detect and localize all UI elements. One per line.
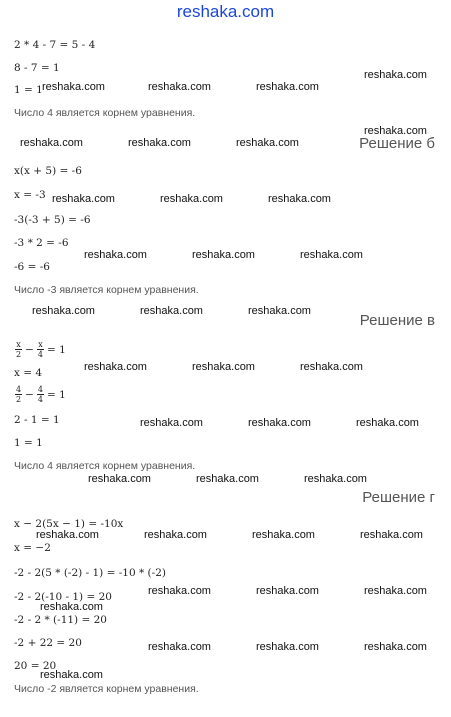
watermark: reshaka.com [148, 81, 211, 93]
site-title[interactable]: reshaka.com [176, 2, 275, 21]
watermark: reshaka.com [52, 193, 115, 205]
watermark: reshaka.com [360, 529, 423, 541]
equation-line: -2 - 2 * (-11) = 20 [14, 614, 107, 626]
equation-line: 1 = 1 [14, 84, 43, 96]
equation-line: 20 = 20 [14, 660, 57, 672]
denominator: 4 [37, 350, 43, 359]
watermark: reshaka.com [364, 585, 427, 597]
conclusion-text: Число -2 является корнем уравнения. [14, 683, 199, 695]
denominator: 4 [37, 395, 43, 404]
watermark: reshaka.com [364, 125, 427, 137]
equation-line: x = 4 [14, 367, 43, 379]
right-hand-side: = 1 [47, 388, 66, 401]
conclusion-text: Число 4 является корнем уравнения. [14, 107, 196, 119]
numerator: x [38, 340, 43, 349]
numerator: 4 [37, 385, 43, 394]
equation-line: 8 - 7 = 1 [14, 62, 60, 74]
fraction-equation [14, 340, 68, 359]
equation-line: x = −2 [14, 542, 51, 554]
equation-line: -2 - 2(-10 - 1) = 20 [14, 591, 112, 603]
watermark: reshaka.com [256, 641, 319, 653]
denominator: 2 [16, 350, 22, 359]
operator: − [25, 343, 34, 356]
equation-line: -6 = -6 [14, 261, 50, 273]
numerator: 4 [16, 385, 22, 394]
fraction [37, 385, 44, 404]
watermark: reshaka.com [32, 305, 95, 317]
fraction [15, 385, 22, 404]
fraction-equation [14, 385, 68, 404]
watermark: reshaka.com [84, 249, 147, 261]
section-heading: Решение г [362, 489, 435, 506]
watermark: reshaka.com [40, 669, 103, 681]
watermark: reshaka.com [236, 137, 299, 149]
equation-line: x − 2(5x − 1) = -10x [14, 518, 124, 530]
watermark: reshaka.com [42, 81, 105, 93]
watermark: reshaka.com [148, 585, 211, 597]
watermark: reshaka.com [256, 585, 319, 597]
operator: − [25, 388, 34, 401]
watermark: reshaka.com [192, 361, 255, 373]
watermark: reshaka.com [252, 529, 315, 541]
watermark: reshaka.com [36, 529, 99, 541]
watermark: reshaka.com [128, 137, 191, 149]
watermark: reshaka.com [88, 473, 151, 485]
equation-line: -2 + 22 = 20 [14, 637, 82, 649]
watermark: reshaka.com [300, 361, 363, 373]
equation-line: -2 - 2(5 * (-2) - 1) = -10 * (-2) [14, 567, 166, 579]
watermark: reshaka.com [40, 601, 103, 613]
fraction [15, 340, 22, 359]
watermark: reshaka.com [192, 249, 255, 261]
watermark: reshaka.com [268, 193, 331, 205]
watermark: reshaka.com [196, 473, 259, 485]
watermark: reshaka.com [364, 69, 427, 81]
watermark: reshaka.com [304, 473, 367, 485]
watermark: reshaka.com [356, 417, 419, 429]
watermark: reshaka.com [160, 193, 223, 205]
numerator: x [16, 340, 21, 349]
conclusion-text: Число 4 является корнем уравнения. [14, 460, 196, 472]
watermark: reshaka.com [300, 249, 363, 261]
section-heading: Решение в [359, 312, 435, 329]
watermark: reshaka.com [84, 361, 147, 373]
watermark: reshaka.com [248, 417, 311, 429]
conclusion-text: Число -3 является корнем уравнения. [14, 284, 199, 296]
watermark: reshaka.com [248, 305, 311, 317]
equation-line: 2 * 4 - 7 = 5 - 4 [14, 39, 96, 51]
equation-line: x(x + 5) = -6 [14, 165, 82, 177]
equation-line: -3(-3 + 5) = -6 [14, 214, 91, 226]
watermark: reshaka.com [140, 417, 203, 429]
right-hand-side: = 1 [47, 343, 66, 356]
equation-line: -3 * 2 = -6 [14, 237, 69, 249]
equation-line: 1 = 1 [14, 437, 43, 449]
watermark: reshaka.com [144, 529, 207, 541]
watermark: reshaka.com [256, 81, 319, 93]
equation-line: x = -3 [14, 189, 46, 201]
watermark: reshaka.com [364, 641, 427, 653]
watermark: reshaka.com [140, 305, 203, 317]
denominator: 2 [16, 395, 22, 404]
fraction [37, 340, 44, 359]
watermark: reshaka.com [20, 137, 83, 149]
equation-line: 2 - 1 = 1 [14, 414, 60, 426]
section-heading: Решение б [359, 135, 435, 152]
watermark: reshaka.com [148, 641, 211, 653]
